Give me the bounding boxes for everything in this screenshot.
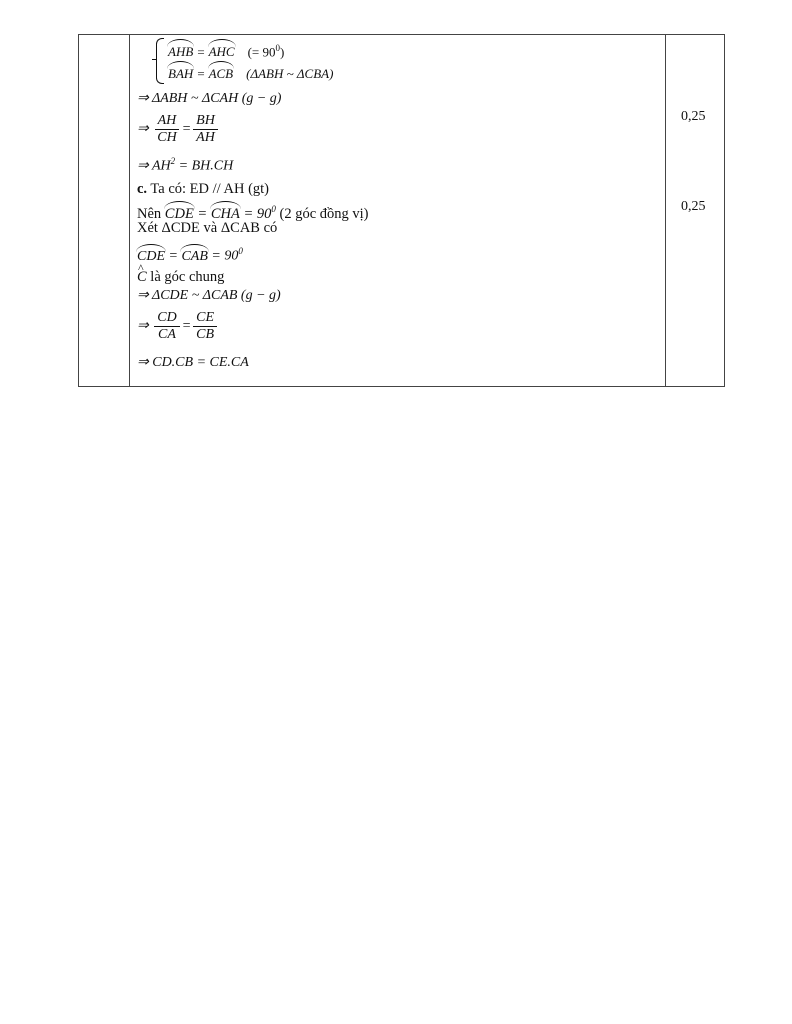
score-part-b: 0,25 [681, 109, 706, 124]
consider-triangles: Xét ΔCDE và ΔCAB có [137, 220, 278, 236]
similarity-cde-cab: ⇒ ΔCDE ~ ΔCAB (g − g) [137, 288, 281, 303]
similarity-abh-cah: ⇒ ΔABH ~ ΔCAH (g − g) [137, 91, 282, 106]
equation-angle-ahb: AHB = AHC (= $90^0$) [168, 43, 285, 60]
result-ah-squared: ⇒ $AH^2 = BH.CH$ [137, 156, 234, 174]
equation-angle-bah: BAH = ACB (ΔABH ~ ΔCBA) [168, 66, 334, 81]
ratio-ah-ch: ⇒ $\frac{AH}{CH}$ = $\frac{BH}{AH}$ [137, 113, 220, 146]
part-c-heading: c. Ta có: ED // AH (gt) [137, 181, 270, 197]
system-brace [156, 38, 164, 84]
column-divider-2 [665, 35, 666, 386]
corresponding-angles: Nên CDE = CHA = $90^0$ (2 góc đồng vị) [137, 204, 369, 222]
common-angle: ^ C là góc chung [137, 269, 224, 285]
ratio-cd-ca: ⇒ $\frac{CD}{CA}$ = $\frac{CE}{CB}$ [137, 310, 219, 343]
result-product: ⇒ CD.CB = CE.CA [137, 355, 249, 370]
score-part-c: 0,25 [681, 199, 706, 214]
column-divider-1 [129, 35, 130, 386]
equation-angle-cde: CDE = CAB = $90^0$ [137, 246, 243, 264]
